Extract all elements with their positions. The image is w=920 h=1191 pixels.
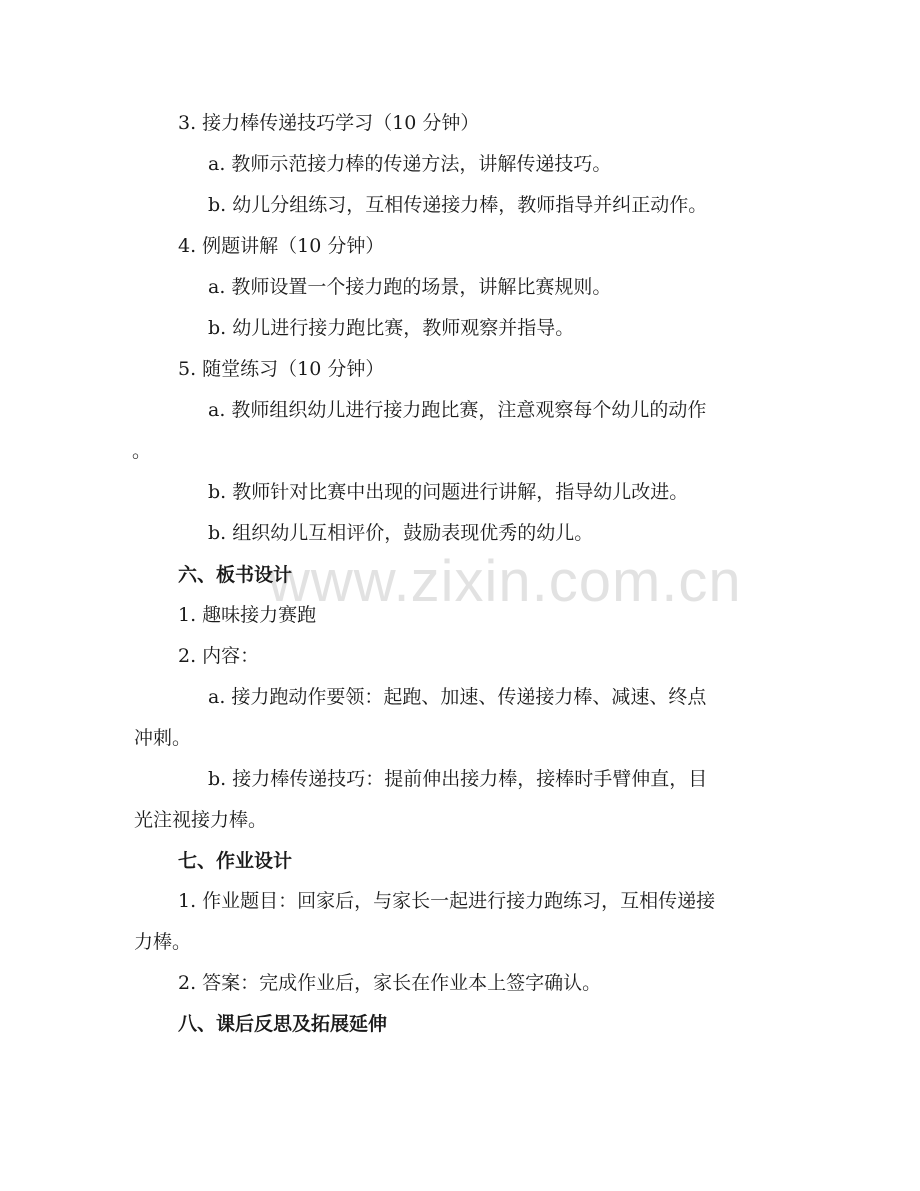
homework-item-1-continued: 力棒。	[134, 931, 192, 953]
heading-reflection: 八、课后反思及拓展延伸	[178, 1013, 388, 1035]
heading-homework-design: 七、作业设计	[178, 850, 293, 872]
board-item-2b: b. 接力棒传递技巧：提前伸出接力棒，接棒时手臂伸直，目	[208, 768, 708, 790]
section-item-5a: a. 教师组织幼儿进行接力跑比赛，注意观察每个幼儿的动作	[208, 399, 707, 421]
section-item-4a: a. 教师设置一个接力跑的场景，讲解比赛规则。	[208, 276, 612, 298]
section-item-4b: b. 幼儿进行接力跑比赛，教师观察并指导。	[208, 317, 575, 339]
heading-board-design: 六、板书设计	[178, 564, 293, 586]
section-item-3b: b. 幼儿分组练习，互相传递接力棒，教师指导并纠正动作。	[208, 194, 708, 216]
board-item-2b-continued: 光注视接力棒。	[134, 809, 268, 831]
board-item-2a: a. 接力跑动作要领：起跑、加速、传递接力棒、减速、终点	[208, 686, 707, 708]
section-item-3-title: 3. 接力棒传递技巧学习（10 分钟）	[178, 112, 480, 134]
section-item-3a: a. 教师示范接力棒的传递方法，讲解传递技巧。	[208, 153, 612, 175]
homework-item-2: 2. 答案：完成作业后，家长在作业本上签字确认。	[178, 972, 602, 994]
section-item-5b-second: b. 组织幼儿互相评价，鼓励表现优秀的幼儿。	[208, 522, 594, 544]
section-item-4-title: 4. 例题讲解（10 分钟）	[178, 235, 385, 257]
board-item-1: 1. 趣味接力赛跑	[178, 604, 317, 626]
board-item-2: 2. 内容：	[178, 645, 260, 667]
section-item-5-title: 5. 随堂练习（10 分钟）	[178, 358, 385, 380]
section-item-5a-continued: 。	[132, 440, 152, 462]
board-item-2a-continued: 冲刺。	[134, 727, 192, 749]
homework-item-1: 1. 作业题目：回家后，与家长一起进行接力跑练习，互相传递接	[178, 890, 716, 912]
watermark: www.zixin.com.cn	[268, 549, 742, 614]
section-item-5b: b. 教师针对比赛中出现的问题进行讲解，指导幼儿改进。	[208, 481, 689, 503]
